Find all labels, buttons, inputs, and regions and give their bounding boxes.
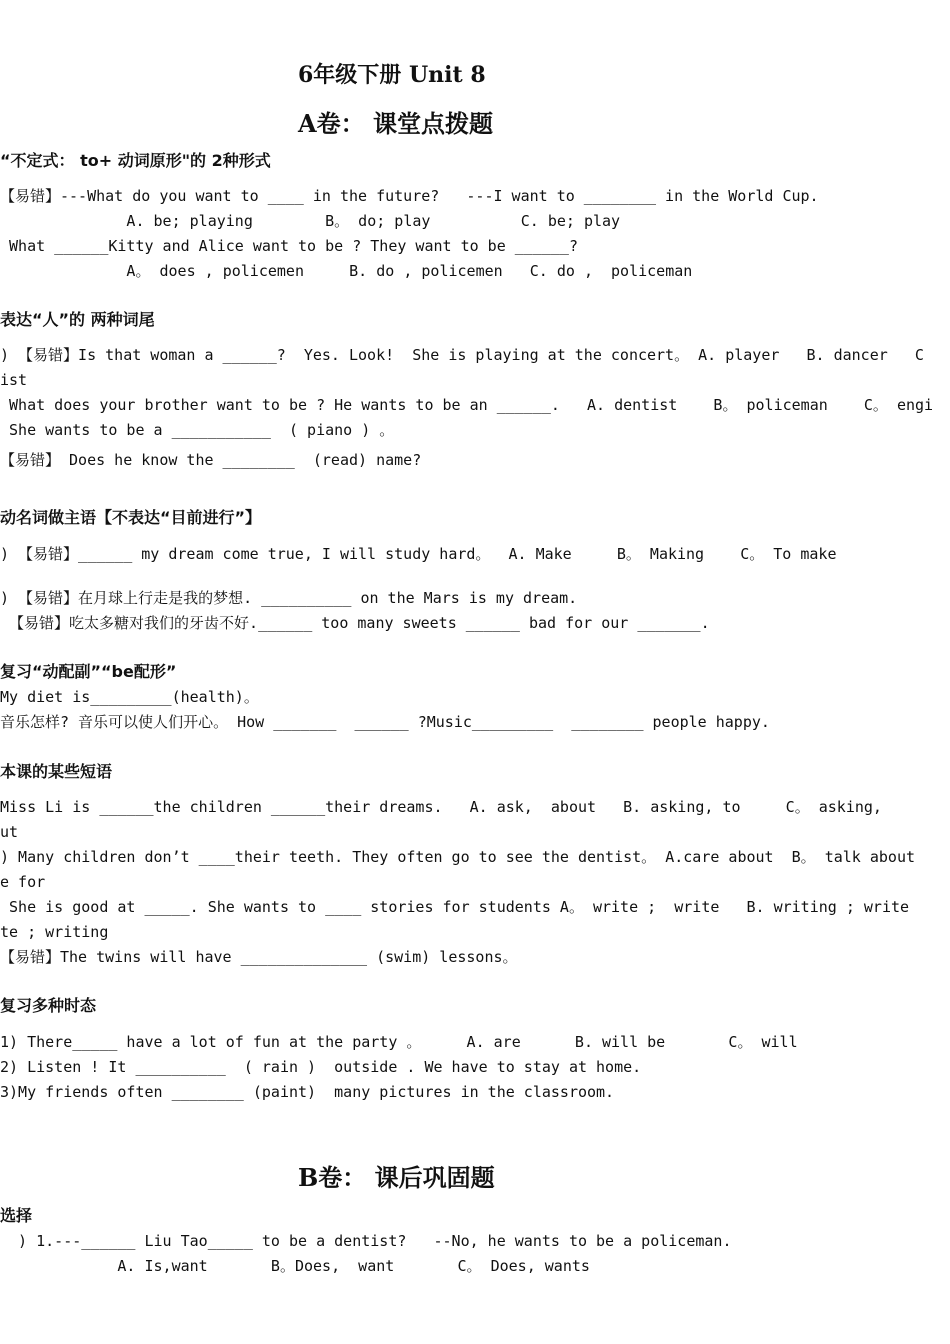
s3-heading: 动名词做主语【不表达“目前进行”】 [0,508,262,527]
b-heading: 选择 [0,1206,33,1225]
s2-line-4: She wants to be a ___________ ( piano ) 。 [0,421,395,439]
s6-line-3: 3)My friends often ________ (paint) many pictures in the classroom. [0,1083,615,1101]
s5-heading: 本课的某些短语 [0,762,113,781]
s3-line-2: ) 【易错】在月球上行走是我的梦想. __________ on the Mars is my dream. [0,589,578,607]
s2-line-2: ist [0,371,28,389]
section-a-title: A卷： 课堂点拨题 [298,109,493,138]
s4-line-1: My diet is_________(health)。 [0,688,259,706]
s2-heading: 表达“人”的 两种词尾 [0,310,155,329]
s2-line-1: ) 【易错】Is that woman a ______? Yes. Look! She is playing at the concert。 A. player B. dancer C [0,346,924,364]
s5-line-5: She is good at _____. She wants to ____ stories for students A。 write ; write B. writing ; write [0,898,910,916]
s1-line-3: What ______Kitty and Alice want to be ? They want to be ______? [0,237,578,255]
s4-heading: 复习“动配副”“be配形” [0,662,177,681]
s4-line-2: 音乐怎样? 音乐可以使人们开心。 How _______ ______ ?Music_________ ________ people happy. [0,713,770,731]
s6-line-1: 1) There_____ have a lot of fun at the party 。 A. are B. will be C。 will [0,1033,798,1051]
s5-line-3: ) Many children don’t ____their teeth. They often go to see the dentist。 A.care about B。 talk about [0,848,916,866]
page-title: 6年级下册 Unit 8 [298,62,486,88]
b-line-1: ) 1.---______ Liu Tao_____ to be a dentist? --No, he wants to be a policeman. [0,1232,732,1250]
s6-heading: 复习多种时态 [0,996,97,1015]
s5-line-4: e for [0,873,46,891]
s3-line-1: ) 【易错】______ my dream come true, I will study hard。 A. Make B。 Making C。 To make [0,545,837,563]
s1-line-4: A。 does , policemen B. do , policemen C. do , policeman [0,262,693,280]
s5-line-2: ut [0,823,19,841]
s2-line-3: What does your brother want to be ? He wants to be an ______. A. dentist B。 policeman C。 engi [0,396,934,414]
s6-line-2: 2) Listen ! It __________ ( rain ) outside . We have to stay at home. [0,1058,642,1076]
s5-line-6: te ; writing [0,923,109,941]
s1-line-1: 【易错】---What do you want to ____ in the future? ---I want to ________ in the World Cup. [0,187,819,205]
s1-line-2: A. be; playing B。 do; play C. be; play [0,212,621,230]
b-line-2: A. Is,want B。Does, want C。 Does, wants [0,1257,590,1275]
s3-line-3: 【易错】吃太多糖对我们的牙齿不好.______ too many sweets ______ bad for our _______. [0,614,710,632]
section-b-title: B卷： 课后巩固题 [298,1163,495,1192]
s2-line-5: 【易错】 Does he know the ________ (read) name? [0,451,422,469]
s5-line-1: Miss Li is ______the children ______their dreams. A. ask, about B. asking, to C。 asking, [0,798,882,816]
s5-line-7: 【易错】The twins will have ______________ (swim) lessons。 [0,948,518,966]
s1-heading: “不定式： to+ 动词原形"的 2种形式 [0,151,271,170]
